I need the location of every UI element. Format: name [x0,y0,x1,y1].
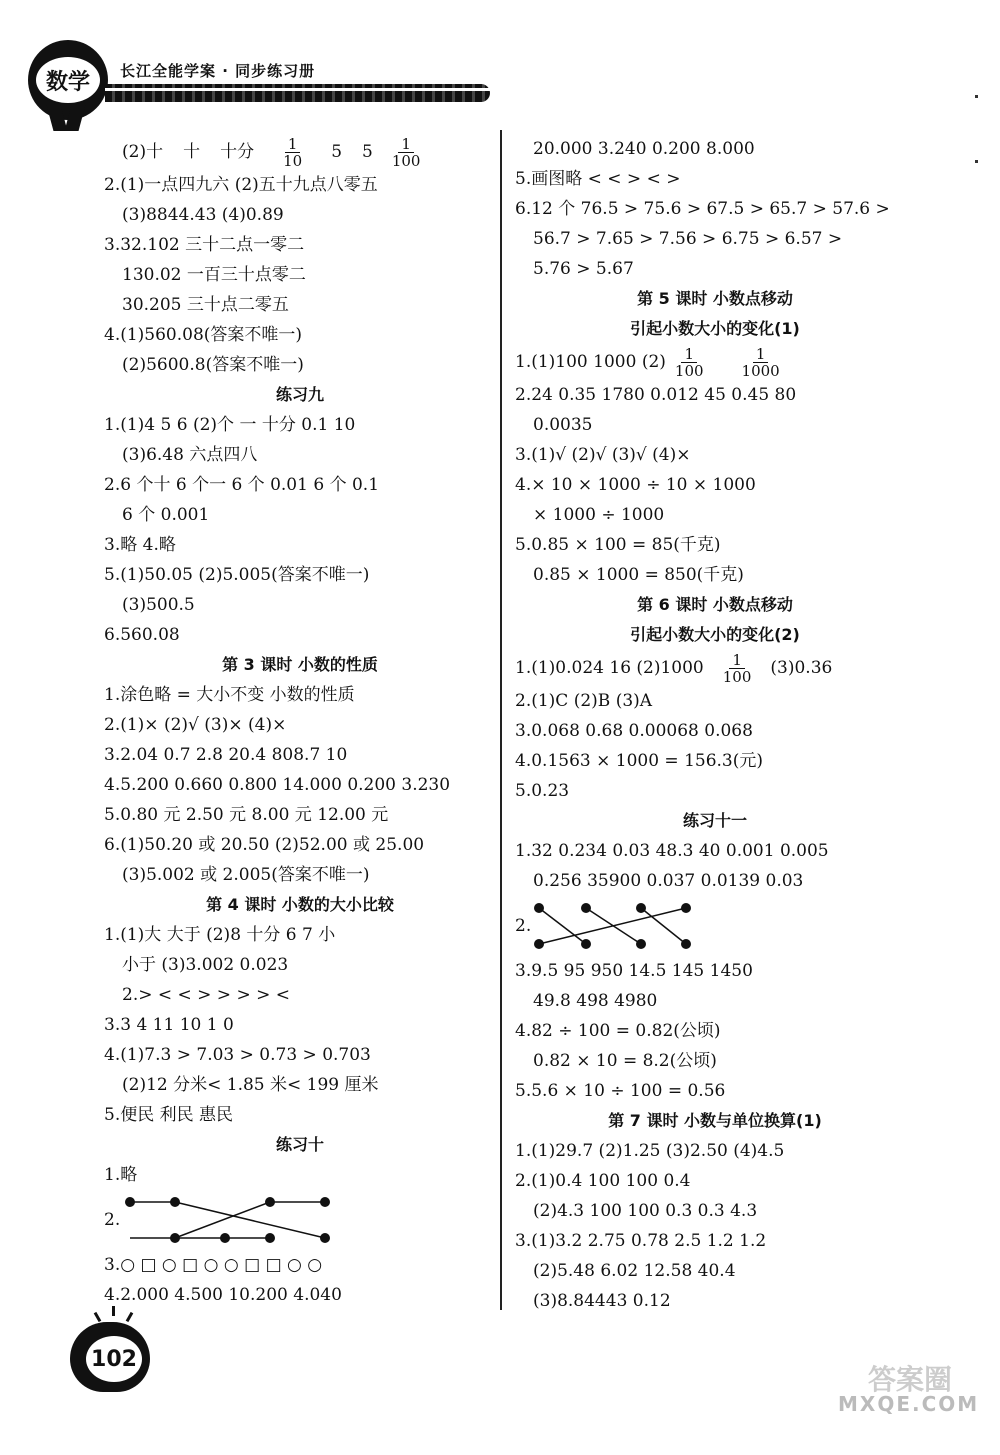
answer-line: (2)5.48 6.02 12.58 40.4 [533,1261,736,1281]
answer-line: (3)6.48 六点四八 [122,445,258,465]
watermark-url: MXQE.COM [838,1392,980,1416]
match-dot [681,903,691,913]
match-dot [636,903,646,913]
answer-line: (3)8.84443 0.12 [533,1291,671,1311]
answer-line: 56.7 > 7.65 > 7.56 > 6.75 > 6.57 > [533,229,843,249]
denominator: 100 [674,361,704,380]
match-dot [125,1197,135,1207]
section-heading: 练习十一 [682,811,747,830]
answer-text: 1.(1)100 1000 (2) [515,352,666,372]
answer-line: 2.(1)0.4 100 100 0.4 [515,1171,691,1191]
answer-line: 3.(1)3.2 2.75 0.78 2.5 1.2 1.2 [515,1231,767,1251]
answer-line: 3.2.04 0.7 2.8 20.4 808.7 10 [104,745,348,765]
answer-line: 4.2.000 4.500 10.200 4.040 [104,1285,342,1305]
match-dot [170,1233,180,1243]
answer-line: (2)12 分米< 1.85 米< 199 厘米 [122,1075,379,1095]
left-column [104,134,496,1310]
section-heading: 练习九 [275,385,324,404]
numerator: 1 [753,346,769,363]
page-number: 102 [86,1336,142,1382]
answer-line: 49.8 498 4980 [533,991,658,1011]
answer-line: 3.3 4 11 10 1 0 [104,1015,234,1035]
answer-line: 3.略 4.略 [104,535,176,555]
fraction [720,652,755,685]
section-heading: 第 7 课时 小数与单位换算(1) [608,1111,822,1130]
answer-line: 0.0035 [533,415,593,435]
sparkle-icon [112,1306,115,1316]
answer-line: 130.02 一百三十点零二 [122,265,306,285]
answer-line: 5.(1)50.05 (2)5.005(答案不唯一) [104,565,370,585]
answer-line: 0.82 × 10 = 8.2(公顷) [533,1051,717,1071]
answer-line: 1.32 0.234 0.03 48.3 40 0.001 0.005 [515,841,829,861]
answer-line: × 1000 ÷ 1000 [533,505,665,525]
denominator: 10 [283,151,303,170]
subject-label: 数学 [36,57,100,103]
answer-line: 小于 (3)3.002 0.023 [122,955,289,975]
matching-lines-diagram [531,898,711,954]
match-dot [170,1197,180,1207]
match-dot [681,939,691,949]
match-dot [534,903,544,913]
denominator: 100 [391,151,421,170]
section-heading: 第 3 课时 小数的性质 [222,655,378,674]
answer-line: 4.5.200 0.660 0.800 14.000 0.200 3.230 [104,775,451,795]
watermark-logo: 答案圈 [868,1363,953,1396]
answer-line: 2.(1)C (2)B (3)A [515,691,653,711]
answer-line: 1.(1)29.7 (2)1.25 (3)2.50 (4)4.5 [515,1141,785,1161]
section-heading: 引起小数大小的变化(1) [630,319,800,338]
sparkle-icon [126,1312,134,1322]
answer-line: (3)500.5 [122,595,195,615]
answer-text: 2. [104,1210,121,1230]
answer-line: 3.○ □ ○ □ ○ ○ □ □ ○ ○ [104,1255,323,1275]
answer-line: 2.24 0.35 1780 0.012 45 0.45 80 [515,385,797,405]
answer-line: 4.0.1563 × 1000 = 156.3(元) [515,751,764,771]
match-dot [265,1233,275,1243]
answer-line: 30.205 三十点二零五 [122,295,289,315]
section-heading: 练习十 [275,1135,324,1154]
answer-line: 2.6 个十 6 个一 6 个 0.01 6 个 0.1 [104,475,380,495]
answer-line [515,896,915,956]
answer-line: 1.(1)4 5 6 (2)个 一 十分 0.1 10 [104,415,356,435]
answer-line: (2)5600.8(答案不唯一) [122,355,304,375]
numerator: 1 [398,136,414,153]
answer-line: 2.(1)× (2)√ (3)× (4)× [104,715,287,735]
fraction [389,136,424,169]
column-divider [500,130,502,1310]
answer-line: 4.(1)560.08(答案不唯一) [104,325,303,345]
answer-text: (3)0.36 [770,658,833,678]
answer-line: 0.85 × 1000 = 850(千克) [533,565,744,585]
answer-line: 1.涂色略 = 大小不变 小数的性质 [104,685,355,705]
section-heading: 引起小数大小的变化(2) [630,625,800,644]
answer-line: 2.(1)一点四九六 (2)五十九点八零五 [104,175,378,195]
answer-line: 3.(1)√ (2)√ (3)√ (4)× [515,445,691,465]
match-dot [320,1233,330,1243]
matching-lines-diagram [120,1192,340,1248]
answer-line: 1.(1)大 大于 (2)8 十分 6 7 小 [104,925,336,945]
answer-line [104,1190,496,1250]
match-dot [220,1233,230,1243]
answer-line: 4.(1)7.3 > 7.03 > 0.73 > 0.703 [104,1045,371,1065]
answer-text: (2)十 [122,142,164,162]
match-dot [581,939,591,949]
answer-line: 6 个 0.001 [122,505,210,525]
answer-line [104,134,496,170]
right-column [515,134,915,1316]
answer-line: 6.(1)50.20 或 20.50 (2)52.00 或 25.00 [104,835,425,855]
answer-line: 3.0.068 0.68 0.00068 0.068 [515,721,753,741]
answer-line: 4.× 10 × 1000 ÷ 10 × 1000 [515,475,756,495]
answer-line: 5.0.80 元 2.50 元 8.00 元 12.00 元 [104,805,389,825]
numerator: 1 [681,346,697,363]
answer-line: 5.画图略 < < > < > [515,169,681,189]
answer-line: 20.000 3.240 0.200 8.000 [533,139,755,159]
book-title: 长江全能学案 · 同步练习册 [120,62,316,80]
match-dot [534,939,544,949]
answer-text: 5 [331,142,343,162]
numerator: 1 [729,652,745,669]
fraction [739,346,783,379]
answer-line: (2)4.3 100 100 0.3 0.3 4.3 [533,1201,758,1221]
answer-line: 1.略 [104,1165,138,1185]
answer-line: 5.0.23 [515,781,570,801]
answer-line: 0.256 35900 0.037 0.0139 0.03 [533,871,804,891]
answer-line: 6.12 个 76.5 > 75.6 > 67.5 > 65.7 > 57.6 > [515,199,890,219]
scan-mark [975,95,978,98]
section-heading: 第 4 课时 小数的大小比较 [206,895,394,914]
answer-line: 4.82 ÷ 100 = 0.82(公顷) [515,1021,721,1041]
answer-line: 2.> < < > > > > < [122,985,290,1005]
answer-line: 5.便民 利民 惠民 [104,1105,234,1125]
answer-text: 2. [515,916,532,936]
match-dot [320,1197,330,1207]
answer-line: 6.560.08 [104,625,180,645]
subject-badge [28,40,108,120]
header-decorative-bar [105,84,490,102]
numerator: 1 [285,136,301,153]
answer-text: 十 [183,142,201,162]
answer-line [515,650,915,686]
answer-line: 5.0.85 × 100 = 85(千克) [515,535,721,555]
answer-text: 1.(1)0.024 16 (2)1000 [515,658,704,678]
match-dot [581,903,591,913]
denominator: 100 [722,667,752,686]
fraction [280,136,305,169]
section-heading: 第 5 课时 小数点移动 [637,289,793,308]
section-heading: 第 6 课时 小数点移动 [637,595,793,614]
answer-line: 5.76 > 5.67 [533,259,634,279]
match-dot [265,1197,275,1207]
denominator: 1000 [741,361,780,380]
match-dot [636,939,646,949]
fraction [672,346,707,379]
answer-text: 十分 [220,142,255,162]
answer-line: 3.9.5 95 950 14.5 145 1450 [515,961,753,981]
answer-line: (3)5.002 或 2.005(答案不唯一) [122,865,370,885]
scan-mark [975,160,978,163]
answer-line: 5.5.6 × 10 ÷ 100 = 0.56 [515,1081,726,1101]
answer-text: 5 [362,142,373,162]
answer-line [515,344,915,380]
sparkle-icon [94,1312,102,1322]
answer-line: 3.32.102 三十二点一零二 [104,235,305,255]
answer-line: (3)8844.43 (4)0.89 [122,205,284,225]
